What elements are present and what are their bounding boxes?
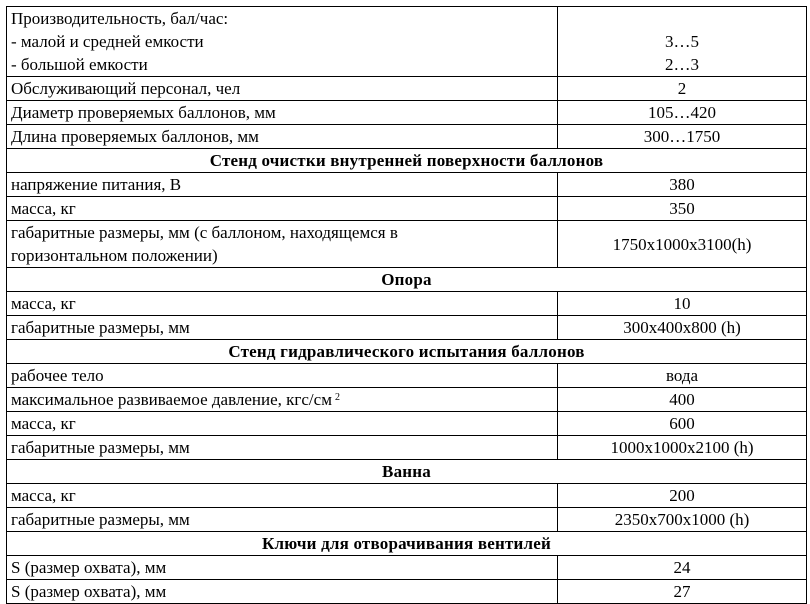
table-row bbox=[7, 508, 807, 532]
parameter-value: 10 bbox=[558, 292, 807, 316]
parameter-label: габаритные размеры, мм bbox=[7, 436, 558, 460]
parameter-value: 1000x1000x2100 (h) bbox=[558, 436, 807, 460]
parameter-value: 400 bbox=[558, 388, 807, 412]
section-header-row bbox=[7, 340, 807, 364]
section-title: Стенд очистки внутренней поверхности баллонов bbox=[7, 149, 807, 173]
parameter-label: габаритные размеры, мм bbox=[7, 508, 558, 532]
parameter-label: Обслуживающий персонал, чел bbox=[7, 77, 558, 101]
value-line bbox=[562, 7, 802, 30]
section-title: Опора bbox=[7, 268, 807, 292]
parameter-label: масса, кг bbox=[7, 197, 558, 221]
table-row bbox=[7, 484, 807, 508]
section-header-row bbox=[7, 532, 807, 556]
parameter-label: напряжение питания, В bbox=[7, 173, 558, 197]
section-title: Ключи для отворачивания вентилей bbox=[7, 532, 807, 556]
section-header-row bbox=[7, 268, 807, 292]
parameter-value: 200 bbox=[558, 484, 807, 508]
label-line: Производительность, бал/час: bbox=[11, 9, 229, 28]
parameter-value: 300x400x800 (h) bbox=[558, 316, 807, 340]
table-row bbox=[7, 197, 807, 221]
specifications-table bbox=[6, 6, 807, 604]
section-header-row bbox=[7, 149, 807, 173]
value-line: 2…3 bbox=[665, 55, 699, 74]
label-line: габаритные размеры, мм (с баллоном, находящемся в bbox=[11, 223, 398, 242]
parameter-value: 2350x700x1000 (h) bbox=[558, 508, 807, 532]
table-row bbox=[7, 364, 807, 388]
section-title: Ванна bbox=[7, 460, 807, 484]
parameter-value bbox=[558, 7, 807, 77]
parameter-value: 24 bbox=[558, 556, 807, 580]
parameter-value: 350 bbox=[558, 197, 807, 221]
parameter-label: масса, кг bbox=[7, 292, 558, 316]
table-row bbox=[7, 412, 807, 436]
parameter-value: 2 bbox=[558, 77, 807, 101]
table-row bbox=[7, 316, 807, 340]
table-row bbox=[7, 221, 807, 268]
parameter-label bbox=[7, 221, 558, 268]
parameter-value: 27 bbox=[558, 580, 807, 604]
parameter-value: 600 bbox=[558, 412, 807, 436]
table-row bbox=[7, 292, 807, 316]
parameter-label bbox=[7, 7, 558, 77]
parameter-label: Длина проверяемых баллонов, мм bbox=[7, 125, 558, 149]
parameter-label: Диаметр проверяемых баллонов, мм bbox=[7, 101, 558, 125]
parameter-label: габаритные размеры, мм bbox=[7, 316, 558, 340]
table-row bbox=[7, 173, 807, 197]
parameter-value: 105…420 bbox=[558, 101, 807, 125]
unit-exponent: 2 bbox=[334, 392, 340, 403]
label-line: - малой и средней емкости bbox=[11, 32, 204, 51]
value-line: 3…5 bbox=[665, 32, 699, 51]
section-title: Стенд гидравлического испытания баллонов bbox=[7, 340, 807, 364]
parameter-value: вода bbox=[558, 364, 807, 388]
parameter-label bbox=[7, 388, 558, 412]
table-row bbox=[7, 77, 807, 101]
section-header-row bbox=[7, 460, 807, 484]
parameter-value: 300…1750 bbox=[558, 125, 807, 149]
label-line: горизонтальном положении) bbox=[11, 246, 218, 265]
table-row bbox=[7, 7, 807, 77]
table-row bbox=[7, 556, 807, 580]
label-line: - большой емкости bbox=[11, 55, 148, 74]
table-row bbox=[7, 125, 807, 149]
parameter-label: масса, кг bbox=[7, 484, 558, 508]
parameter-label: масса, кг bbox=[7, 412, 558, 436]
table-row bbox=[7, 436, 807, 460]
label-text: максимальное развиваемое давление, кгс/см bbox=[11, 390, 332, 409]
table-row bbox=[7, 101, 807, 125]
parameter-value: 1750x1000x3100(h) bbox=[558, 221, 807, 268]
parameter-value: 380 bbox=[558, 173, 807, 197]
parameter-label: S (размер охвата), мм bbox=[7, 556, 558, 580]
parameter-label: S (размер охвата), мм bbox=[7, 580, 558, 604]
table-row bbox=[7, 388, 807, 412]
parameter-label: рабочее тело bbox=[7, 364, 558, 388]
